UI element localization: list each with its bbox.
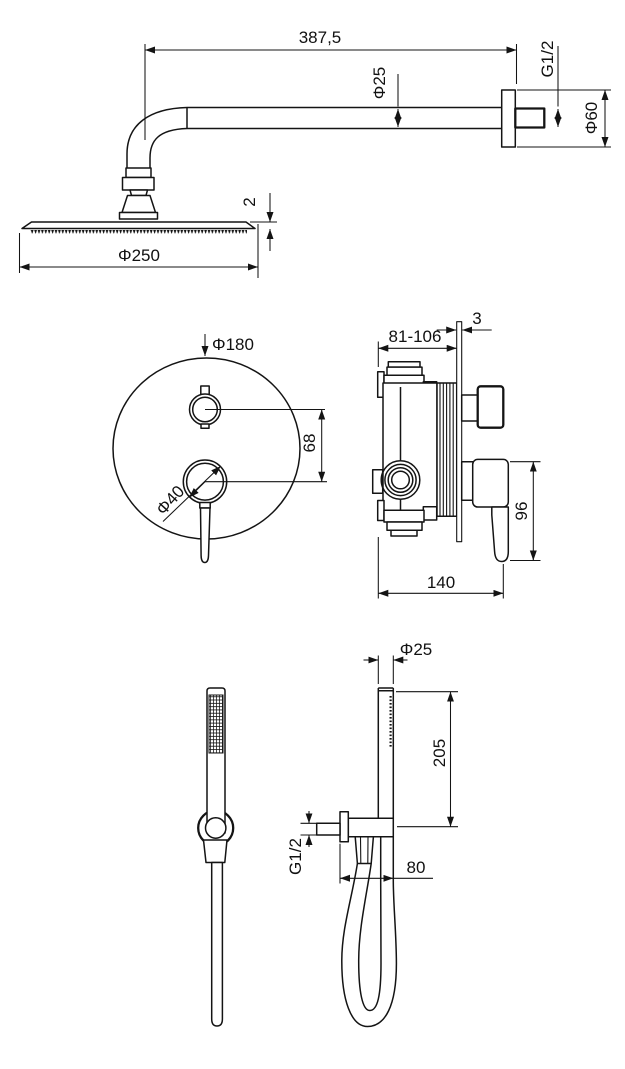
wall-bracket: [317, 812, 394, 864]
nozzle-row: [30, 229, 247, 234]
thread-spigot: [515, 109, 544, 128]
diverter-knob: [190, 386, 221, 428]
dim-arm-diameter: [370, 67, 398, 127]
wall-escutcheon: [502, 90, 545, 147]
label-body-width: 140: [426, 573, 456, 592]
dim-bracket-depth: [340, 844, 433, 884]
hand-shower-side-view: [286, 640, 458, 1027]
shower-arm: [127, 108, 502, 169]
mixer-side-view: [373, 309, 541, 599]
mixer-front-view: [113, 334, 327, 563]
wall-plate: [457, 322, 462, 542]
dim-inlet-thread: [286, 811, 318, 875]
valve-body: [373, 362, 457, 536]
shower-hose: [342, 837, 397, 1027]
mixer-lever: [201, 508, 211, 563]
ball-joint: [120, 168, 158, 219]
hose-nut: [355, 837, 373, 864]
holder-ring-inner: [206, 818, 226, 838]
label-plate-diameter: Φ180: [212, 335, 254, 354]
lever-handle-side: [462, 459, 509, 561]
label-hand-diameter: Φ25: [399, 640, 433, 659]
hand-shower-side-body: [378, 688, 393, 818]
shower-head-disc: [22, 222, 255, 234]
overhead-shower-view: [20, 28, 612, 278]
label-escutcheon-diameter: Φ60: [582, 101, 601, 135]
hand-shower-front-view: [198, 688, 233, 1026]
label-handle-spacing: 68: [300, 433, 319, 453]
bracket-arm: [348, 818, 393, 836]
spray-face: [209, 695, 223, 753]
label-arm-length: 387,5: [298, 28, 342, 47]
dim-arm-length: [145, 28, 517, 140]
holder-clamp: [204, 840, 228, 863]
label-plate-thickness: 3: [472, 309, 482, 328]
dim-plate-diameter: [205, 334, 254, 356]
label-head-diameter: Φ250: [118, 246, 160, 265]
label-inlet-thread: G1/2: [286, 838, 305, 875]
label-knob-diameter: Φ40: [152, 481, 189, 519]
diverter-knob-side: [462, 386, 504, 427]
hand-shower-handle: [212, 863, 223, 1027]
wall-flange: [340, 812, 348, 842]
label-depth-range: 81-106: [388, 327, 442, 346]
dim-body-width: [378, 537, 503, 599]
dim-hand-length: [396, 692, 458, 827]
water-inlet: [317, 823, 340, 835]
dim-hand-diameter: [364, 640, 433, 684]
mixer-knob: [183, 460, 226, 563]
label-hand-length: 205: [430, 738, 449, 768]
label-arm-diameter: Φ25: [370, 66, 389, 100]
label-bracket-depth: 80: [406, 858, 426, 877]
dim-plate-thickness: [437, 309, 492, 330]
label-head-thickness: 2: [240, 197, 259, 207]
label-lever-length: 96: [512, 501, 531, 521]
label-wall-thread: G1/2: [538, 40, 557, 78]
dim-lever-length: [510, 462, 541, 561]
